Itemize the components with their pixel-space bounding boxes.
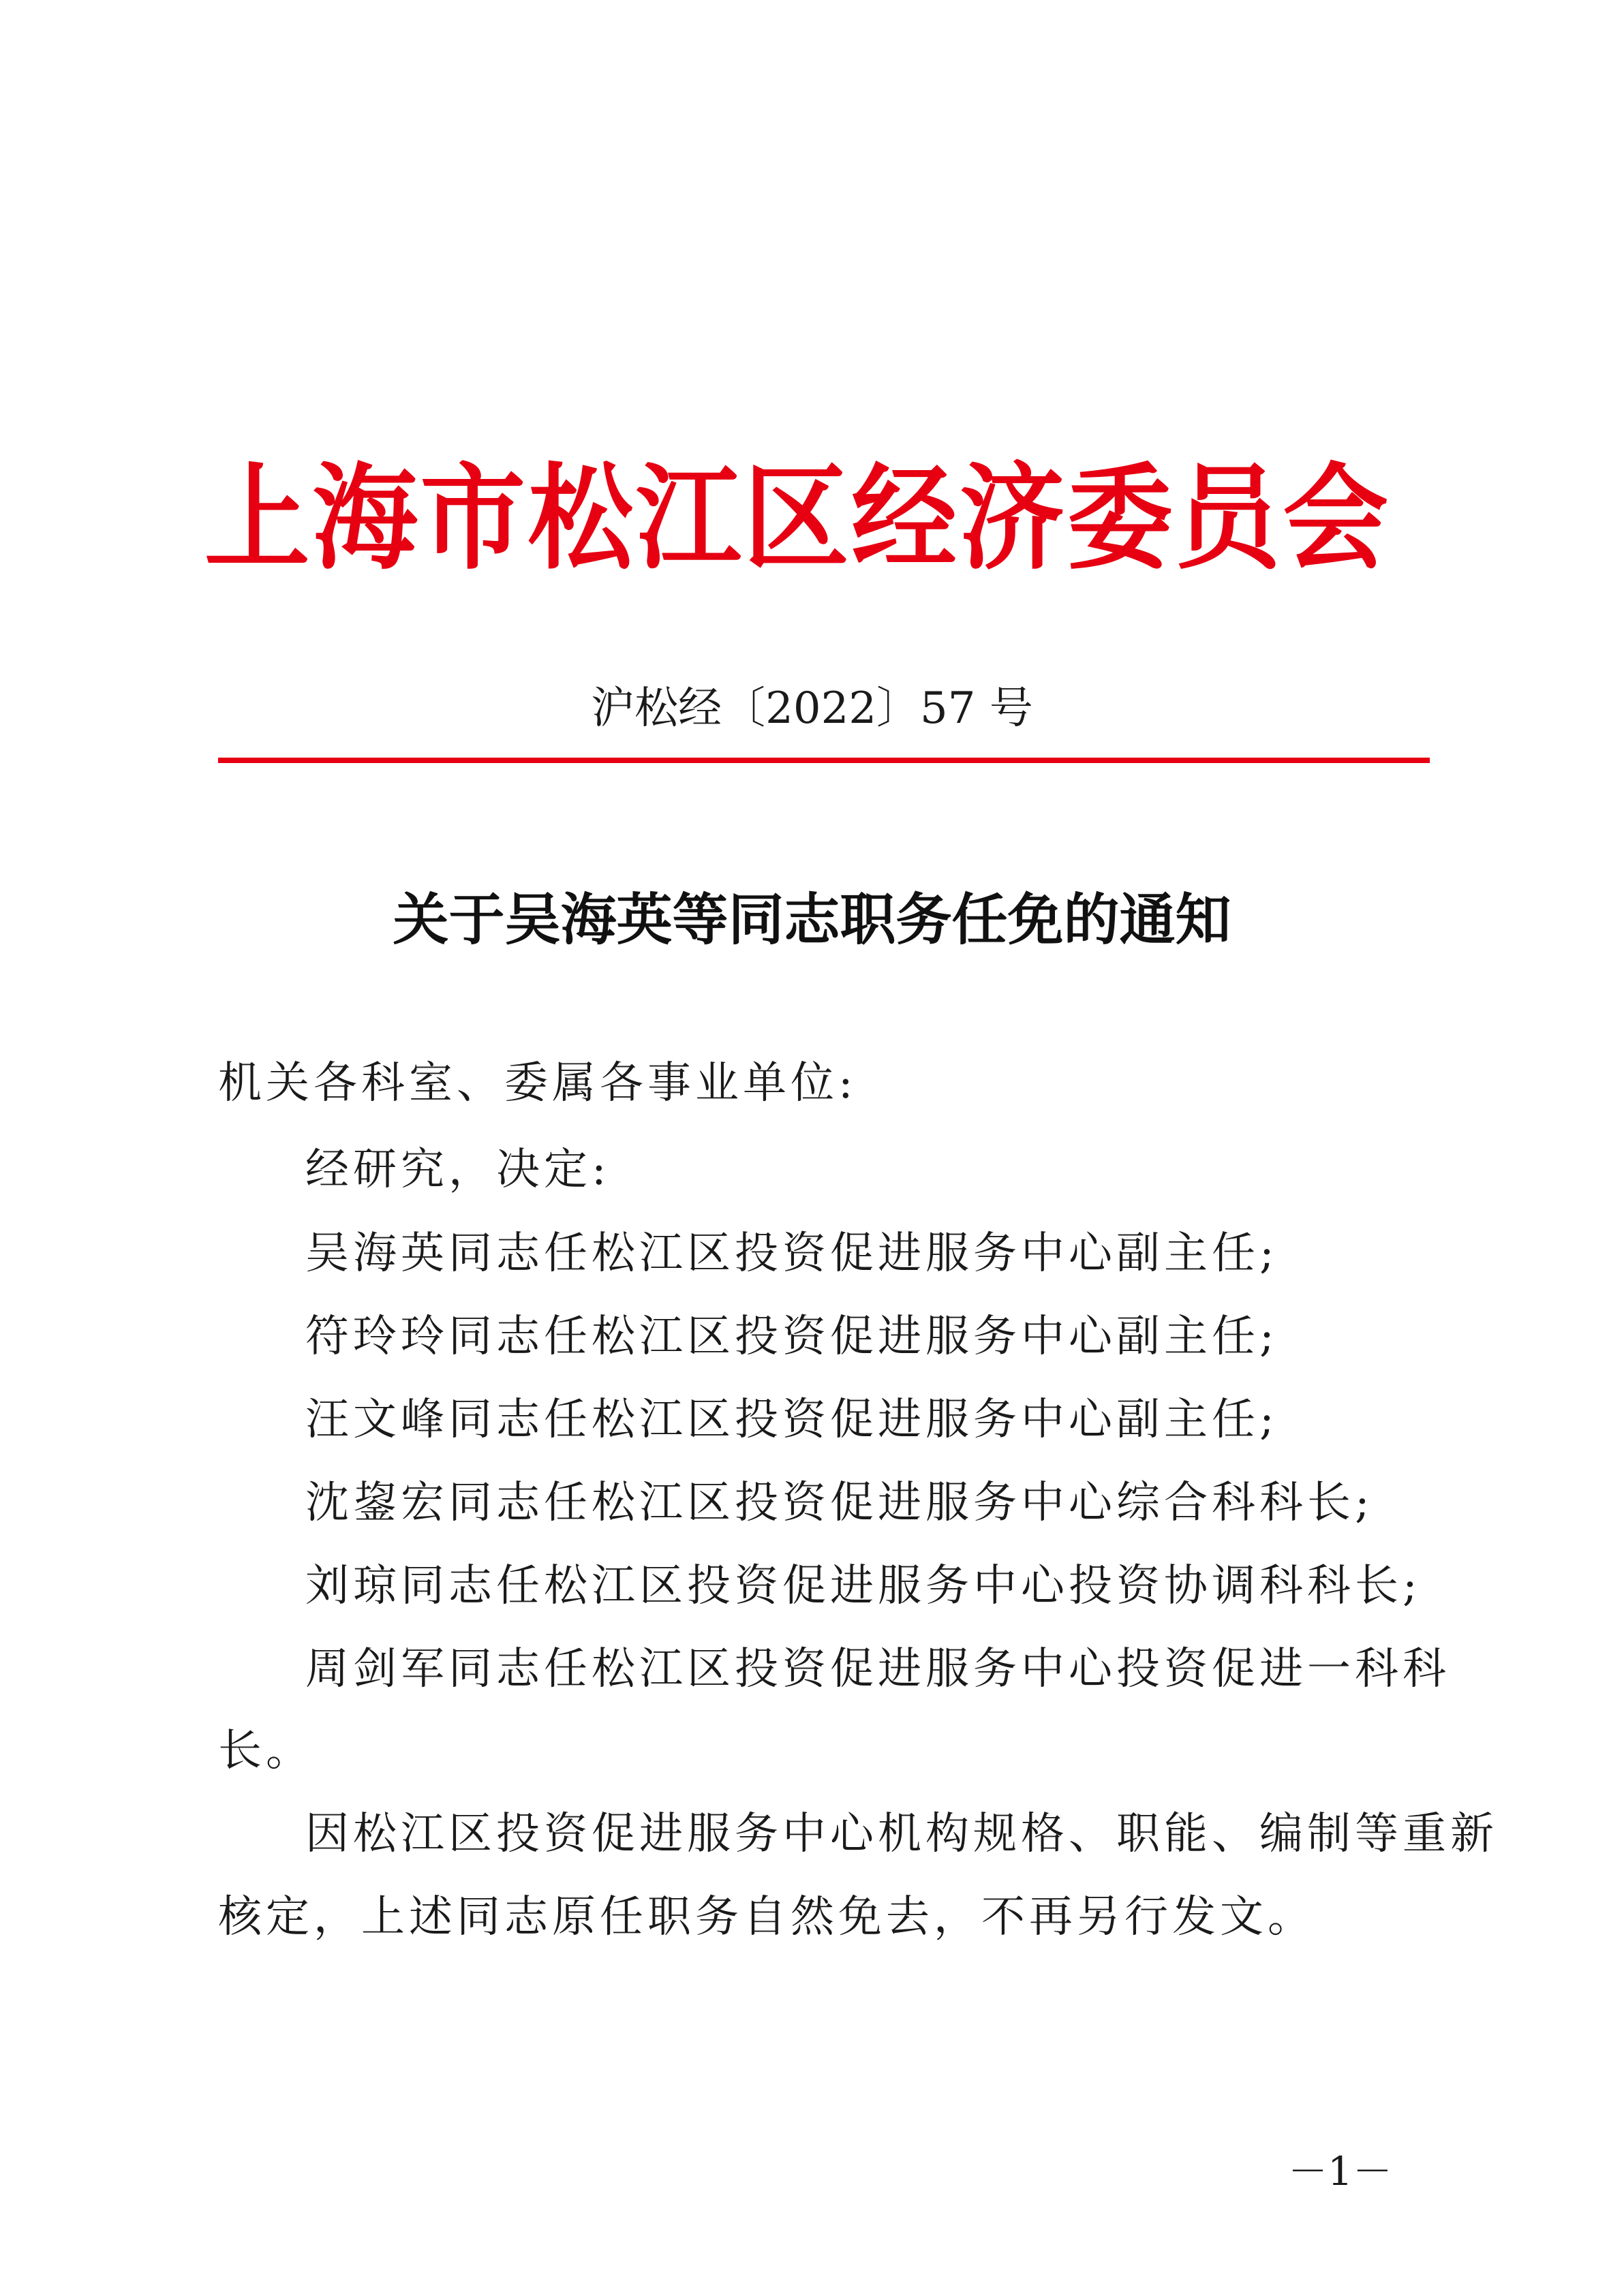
closing-paragraph-line: 因松江区投资促进服务中心机构规格、职能、编制等重新 [305, 1809, 1498, 1859]
intro-paragraph: 经研究，决定: [305, 1145, 611, 1195]
appointment-line: 吴海英同志任松江区投资促进服务中心副主任; [305, 1228, 1278, 1279]
appointment-line: 刘琼同志任松江区投资促进服务中心投资协调科科长; [305, 1561, 1422, 1611]
document-number: 沪松经〔2022〕57 号 [591, 683, 1033, 734]
page-number: －1－ [1288, 2148, 1392, 2194]
closing-paragraph-line: 核定，上述同志原任职务自然免去，不再另行发文。 [218, 1892, 1315, 1942]
red-separator-line [218, 758, 1430, 763]
appointment-line: 沈鋆宏同志任松江区投资促进服务中心综合科科长; [305, 1478, 1374, 1528]
appointment-line: 周剑军同志任松江区投资促进服务中心投资促进一科科 [305, 1644, 1450, 1694]
notice-title: 关于吴海英等同志职务任免的通知 [393, 887, 1231, 952]
appointment-line: 符玲玲同志任松江区投资促进服务中心副主任; [305, 1312, 1278, 1362]
issuing-organization-title: 上海市松江区经济委员会 [204, 450, 1391, 585]
appointment-line: 汪文峰同志任松江区投资促进服务中心副主任; [305, 1395, 1278, 1445]
appointment-line-continuation: 长。 [218, 1726, 313, 1776]
addressee: 机关各科室、委属各事业单位: [218, 1058, 857, 1108]
